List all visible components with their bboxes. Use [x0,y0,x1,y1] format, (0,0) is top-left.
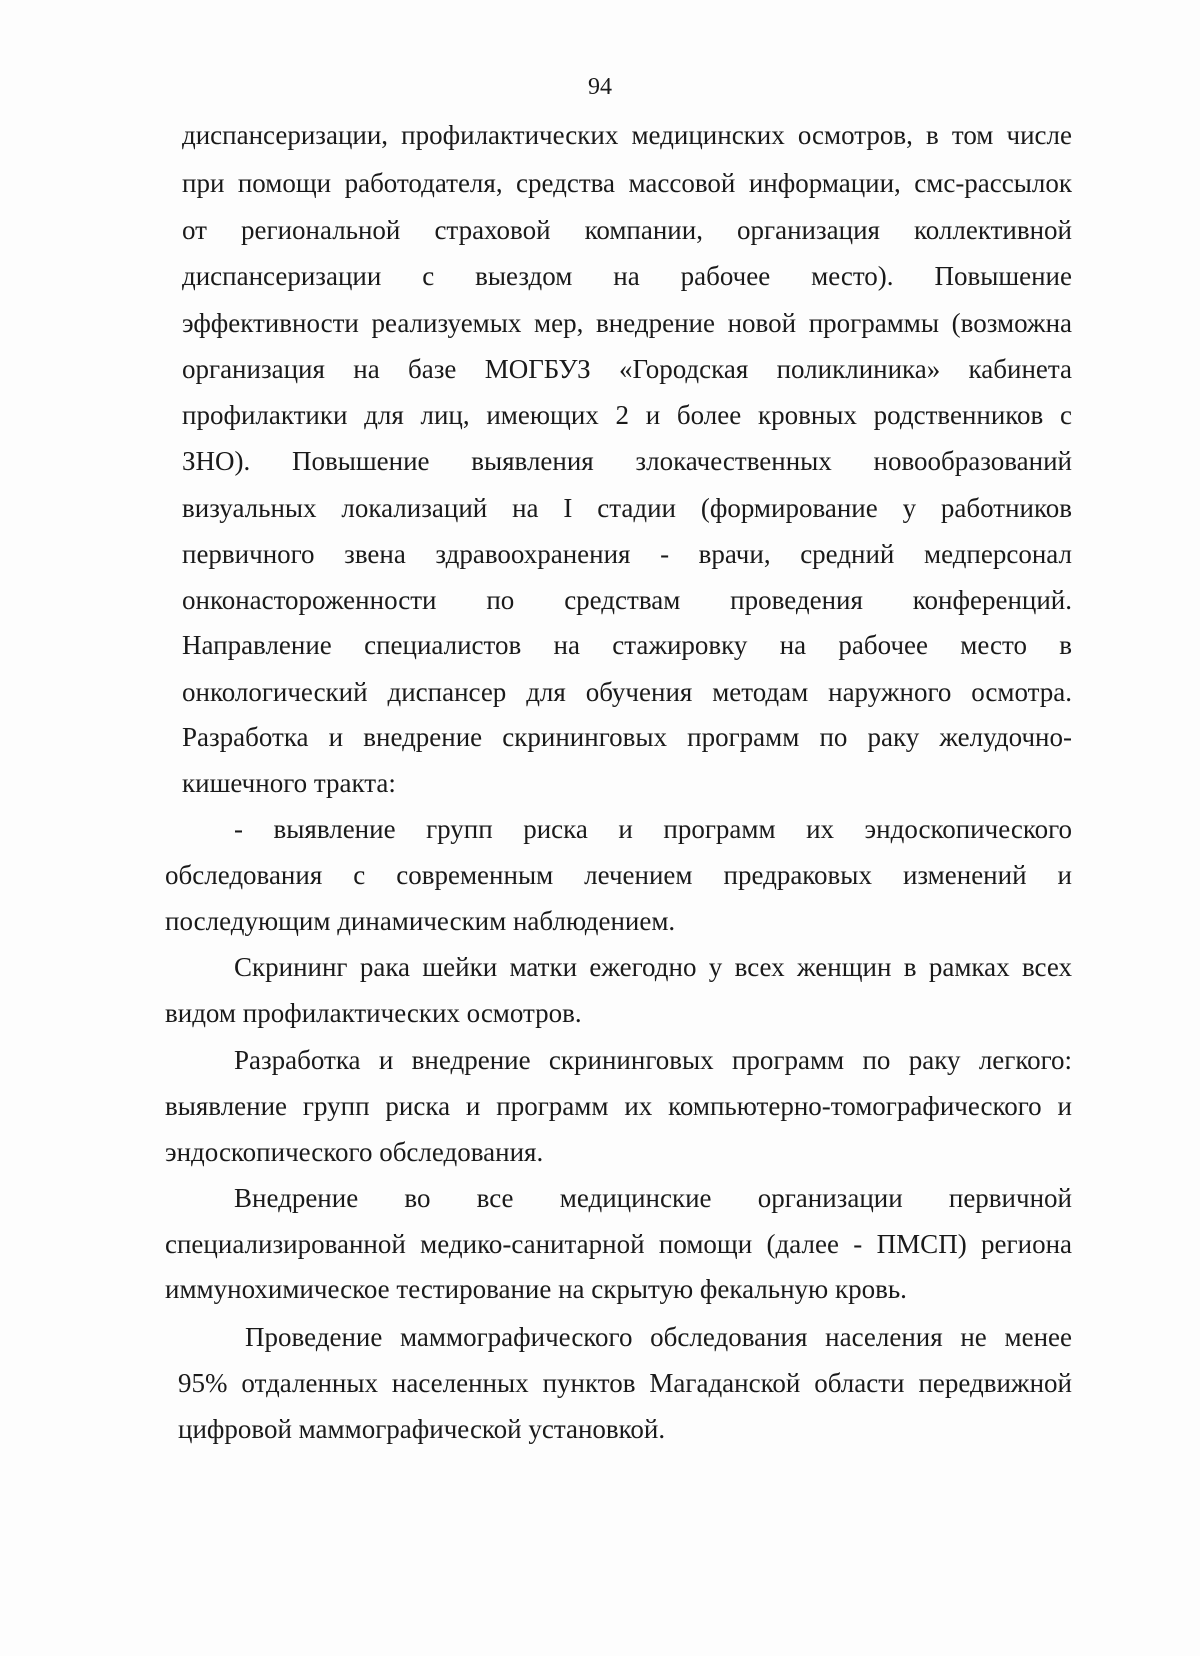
paragraph-first-line: Проведение маммографического обследования населения не менее [245,1322,1072,1352]
text-line: от региональной страховой компании, организация коллективной [182,215,1072,245]
text-line: специализированной медико-санитарной помощи (далее - ПМСП) региона [165,1229,1072,1259]
paragraph-first-line: Разработка и внедрение скрининговых программ по раку легкого: [234,1045,1072,1075]
text-line: Разработка и внедрение скрининговых программ по раку желудочно- [182,722,1072,752]
text-line: профилактики для лиц, имеющих 2 и более кровных родственников с [182,400,1072,430]
page-number: 94 [588,74,612,100]
text-line: Направление специалистов на стажировку на рабочее место в [182,630,1072,660]
text-line: при помощи работодателя, средства массовой информации, смс-рассылок [182,168,1072,198]
text-line: кишечного тракта: [182,768,396,798]
text-line: визуальных локализаций на I стадии (формирование у работников [182,493,1072,523]
text-line: ЗНО). Повышение выявления злокачественных новообразований [182,446,1072,476]
text-line: онкологический диспансер для обучения методам наружного осмотра. [182,677,1072,707]
text-line: обследования с современным лечением предраковых изменений и [165,860,1072,890]
text-line: цифровой маммографической установкой. [178,1414,666,1444]
text-line: видом профилактических осмотров. [165,998,582,1028]
paragraph-first-line: Внедрение во все медицинские организации первичной [234,1183,1072,1213]
list-item-line: - выявление групп риска и программ их эндоскопического [234,814,1072,844]
text-line: онконастороженности по средствам проведения конференций. [182,585,1072,615]
text-line: первичного звена здравоохранения - врачи, средний медперсонал [182,539,1072,569]
text-line: диспансеризации, профилактических медицинских осмотров, в том числе [182,120,1072,150]
text-line: организация на базе МОГБУЗ «Городская поликлиника» кабинета [182,354,1072,384]
text-line: 95% отдаленных населенных пунктов Магаданской области передвижной [178,1368,1072,1398]
text-line: диспансеризации с выездом на рабочее место). Повышение [182,261,1072,291]
text-line: иммунохимическое тестирование на скрытую фекальную кровь. [165,1274,907,1304]
text-line: выявление групп риска и программ их компьютерно-томографического и [165,1091,1072,1121]
text-line: эффективности реализуемых мер, внедрение новой программы (возможна [182,308,1072,338]
text-line: эндоскопического обследования. [165,1137,544,1167]
paragraph-first-line: Скрининг рака шейки матки ежегодно у всех женщин в рамках всех [234,952,1072,982]
text-line: последующим динамическим наблюдением. [165,906,676,936]
